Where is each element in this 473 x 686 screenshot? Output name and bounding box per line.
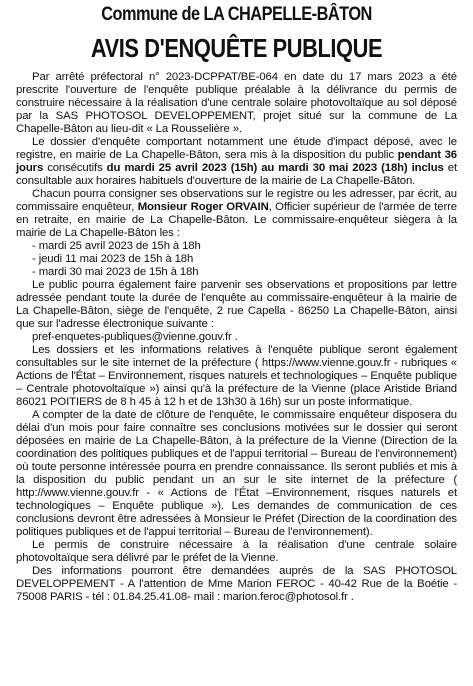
dossier-text-c: consécutifs xyxy=(43,162,107,174)
paragraph-internet: Les dossiers et les informations relatives à l'enquête publique seront également consultables sur le site internet de la préfecture ( https://www.vienne.gouv.fr - rubriques « Actions de l'État – Environnement, risques naturels et technologiques – Enquête publique – Centrale photovoltaïque ») ainsi qu'à la préfecture de la Vienne (place Aristide Briand 86021 POITIERS de 8 h 45 à 12 h et de 13h30 à 16h) sur un poste informatique. xyxy=(16,344,457,408)
period-bold: du mardi 25 avril 2023 (15h) au mardi 30 mai 2023 (18h) inclus xyxy=(106,162,444,174)
paragraph-observations xyxy=(16,188,457,240)
paragraph-arrete: Par arrêté préfectoral n° 2023-DCPPAT/BE-064 en date du 17 mars 2023 a été prescrite l'ouverture de l'enquête publique préalable à la délivrance du permis de construire nécessaire à la réalisation d'une centrale solaire photovoltaïque au sol déposé par la SAS PHOTOSOL DEVELOPPEMENT, projet situé sur la commune de La Chapelle-Bâton au lieu-dit « La Rousselière ». xyxy=(16,71,457,135)
paragraph-dossier xyxy=(16,136,457,188)
permanence-date-1: - mardi 25 avril 2023 de 15h à 18h xyxy=(32,240,201,252)
dossier-text-a: Le dossier d'enquête comportant notamment une étude d'impact déposé, avec le registre, en mairie de La Chapelle-Bâton, sera mis à la disposition du public xyxy=(16,136,457,161)
commissioner-name: Monsieur Roger ORVAIN xyxy=(137,201,269,213)
duration-bold: pendant 36 jours xyxy=(16,149,457,174)
paragraph-conclusions: A compter de la date de clôture de l'enquête, le commissaire enquêteur disposera du délai d'un mois pour faire connaître ses conclusions motivées sur le dossier qui seront déposées en mairie de La Chapelle-Bâton, à la préfecture de la Vienne (Direction de la coordination des politiques publiques et de l'appui territorial – Bureau de l'environnement) où toute personne intéressée pourra en prendre connaissance. Ils seront publiés et mis à la disposition du public pendant un an sur le site internet de la préfecture ( http://www.vienne.gouv.fr - « Actions de l'État –Environnement, risques naturels et technologiques – Enquête publique »). Les demandes de communication de ces conclusions devront être adressées à Monsieur le Préfet (Direction de la coordination des politiques publiques et de l'appui territorial – Bureau de l'environnement). xyxy=(16,409,457,538)
observations-text-c: , Officier supérieur de l'armée de terre en retraite, en mairie de La Chapelle-Bâton. Le commissaire-enquêteur siègera à la mairie de La Chapelle-Bâton les : xyxy=(16,201,457,239)
permanence-date-2: - jeudi 11 mai 2023 de 15h à 18h xyxy=(32,253,194,265)
email-address: pref-enquetes-publiques@vienne.gouv.fr . xyxy=(32,331,238,343)
observations-text-a: Chacun pourra consigner ses observations sur le registre ou les adresser, par écrit, au commissaire enquêteur, xyxy=(16,188,457,213)
permanence-date-3: - mardi 30 mai 2023 de 15h à 18h xyxy=(32,266,199,278)
dossier-text-d: et consultable aux horaires habituels d'ouverture de la mairie de La Chapelle-Bâton. xyxy=(16,162,457,187)
notice-title: AVIS D'ENQUÊTE PUBLIQUE xyxy=(90,33,383,63)
notice-body xyxy=(16,71,457,604)
paragraph-letter: Le public pourra également faire parvenir ses observations et propositions par lettre adressée pendant toute la durée de l'enquête au commissaire-enquêteur à la mairie de La Chapelle-Bâton, siège de l'enquête, 2 rue Capella - 86250 La Chapelle-Bâton, ainsi que sur l'adresse électronique suivante : xyxy=(16,279,457,330)
commune-heading: Commune de LA CHAPELLE-BÂTON xyxy=(101,4,372,25)
paragraph-contact: Des informations pourront être demandées auprès de la SAS PHOTOSOL DEVELOPPEMENT - A l'attention de Mme Marion FEROC - 40-42 Rue de la Boétie - 75008 PARIS - tél : 01.84.25.41.08- mail : marion.feroc@photosol.fr . xyxy=(16,565,457,603)
paragraph-permit: Le permis de construire nécessaire à la réalisation d'une centrale solaire photovoltaïque sera délivré par le préfet de la Vienne. xyxy=(16,539,457,564)
